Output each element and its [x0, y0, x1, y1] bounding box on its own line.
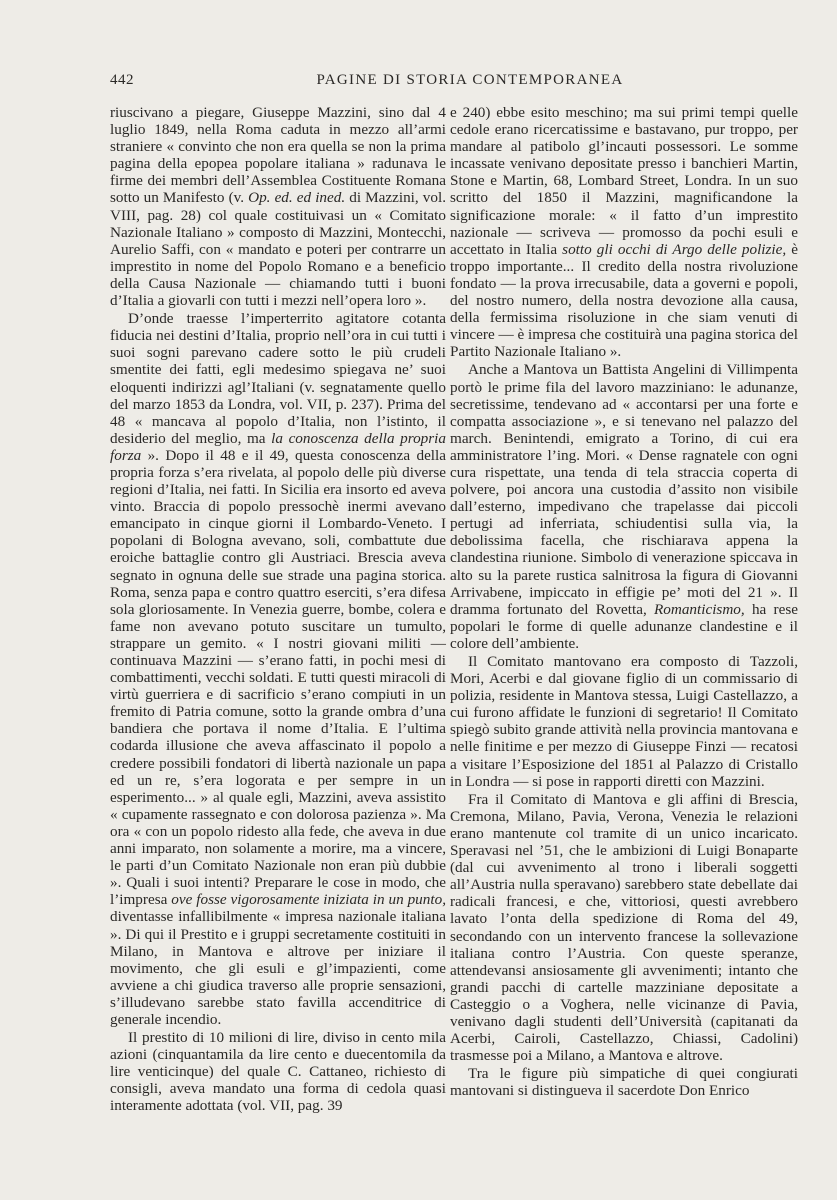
paragraph: [110, 104, 446, 309]
italic-text: sotto gli occhi di Argo delle polizie,: [562, 240, 787, 258]
right-column: [450, 104, 798, 1099]
paragraph: [450, 361, 798, 652]
italic-text: la conoscenza della propria forza: [110, 429, 446, 464]
paragraph-text: riuscivano a piegare, Giuseppe Mazzini, sino dal 4 luglio 1849, nella Roma caduta in mezzo all’armi straniere « convinto che non era quella se non la prima pagina della epopea popolare italiana » radunava le firme dei membri dell’Assemblea Costituente Romana sotto un Manifesto (v.: [110, 104, 446, 207]
page-header: [110, 72, 800, 94]
paragraph-text: Il Comitato mantovano era composto di Tazzoli, Mori, Acerbi e dal giovane figlio di un commissario di polizia, residente in Mantova stessa, Luigi Castellazzo, a cui furono affidate le funzioni di segretario! Il Comitato spiegò subito grande attività nella provincia mantovana e nelle finitime e per mezzo di Giuseppe Finzi — recatosi a visitare l’Esposizione del 1851 al Palazzo di Cristallo in Londra — si pose in rapporti diretti con Mazzini.: [450, 653, 798, 790]
paragraph-text: Il prestito di 10 milioni di lire, diviso in cento mila azioni (cinquantamila da lire cento e duecentomila da lire venticinque) del quale C. Cattaneo, richiesto di consigli, aveva mandato una forma di cedola quasi interamente adottata (vol. VII, pag. 39: [110, 1029, 446, 1115]
paragraph: [450, 791, 798, 1065]
page-number: 442: [110, 72, 134, 88]
paragraph-text: è troppo importante... Il credito della nostra rivoluzione fondato — la prova irrecusabile, data a governi e popoli, del nostro numero, della nostra devozione alla causa, della fermissima risoluzione in che siam venuti di vincere — è impresa che costituirà una pagina storica del Partito Nazionale Italiano ».: [450, 240, 798, 361]
paragraph-text: Tra le figure più simpatiche di quei congiurati mantovani si distingueva il sacerdote Don Enrico: [450, 1065, 798, 1100]
paragraph-text: di Mazzini, vol. VIII, pag. 28) col quale costituivasi un « Comitato Nazionale Italiano » composto di Mazzini, Montecchi, Aurelio Saffi, con « mandato e poteri per contrarre un imprestito in nome del Popolo Romano e a beneficio della Causa Nazionale — chiamando tutti i buoni d’Italia a giovarli con tutti i mezzi nell’opera loro ».: [110, 189, 446, 310]
italic-text: Op. ed. ed ined.: [248, 189, 346, 207]
paragraph: [450, 653, 798, 790]
paragraph: [450, 104, 798, 360]
paragraph: [450, 1065, 798, 1099]
paragraph-text: D’onde traesse l’imperterrito agitatore cotanta fiducia nei destini d’Italia, proprio nell’ora in cui tutti i suoi sogni parevano cadere sotto le più crudeli smentite dei fatti, egli medesimo spiegava ne’ suoi eloquenti indirizzi agl’Italiani (v. segnatamente quello del marzo 1853 da Londra, vol. VII, p. 237). Prima del 48 « mancava al popolo d’Italia, non l’istinto, il desiderio del meglio, ma: [110, 310, 446, 447]
paragraph-text: diventasse infallibilmente « impresa nazionale italiana ». Di qui il Prestito e i gruppi secretamente costituiti in Milano, in Mantova e altrove per iniziare il movimento, che gli esuli e gl’impazienti, come avviene a chi giudica traverso alle proprie sensazioni, s’illudevano sarebbe stato favilla accenditrice di generale incendio.: [110, 908, 446, 1028]
paragraph-text: Fra il Comitato di Mantova e gli affini di Brescia, Cremona, Milano, Pavia, Verona, Venezia le relazioni erano mantenute col tramite di un unico incaricato. Speravasi nel ’51, che le ambizioni di Luigi Bonaparte (dal cui avvenimento al trono i liberali soggetti all’Austria nulla speravano) sarebbero state debellate dai radicali francesi, e che, vittoriosi, questi avrebbero lavato l’onta della spedizione di Roma del 49, secondando con un intervento francese la sollevazione italiana contro l’Austria. Con queste speranze, attendevansi ansiosamente gli avvenimenti; intanto che grandi pacchi di cartelle mazziniane depositate a Casteggio o a Voghera, nelle vicinanze di Pavia, venivano dagli studenti dell’Università (capitanati da Acerbi, Cairoli, Castellazzo, Chiassi, Cadolini) trasmesse poi a Milano, a Mantova e altrove.: [450, 790, 798, 1065]
paragraph-text: Anche a Mantova un Battista Angelini di Villimpenta portò le prime fila del lavoro mazziniano: le adunanze, secretissime, tendevano ad « accontarsi per una forte e compatta associazione », e si tenevano nel palazzo del march. Benintendi, emigrato a Torino, di cui era amministratore l’ing. Mori. « Dense ragnatele con ogni cura rispettate, una tenda di tela straccia coperta di polvere, poi ancora una custodia d’assito non visibile dall’esterno, impedivano che trapelasse dai piccoli pertugi ad inferriata, schiudentisi sulla via, la debolissima facella, che rischiarava appena la clandestina riunione. Simbolo di venerazione spiccava in alto su la parete rustica salnitrosa la figura di Giovanni Arrivabene, impiccato in effigie pe’ moti del 21 ». Il dramma fortunato del Rovetta,: [450, 361, 798, 618]
italic-text: ove fosse vigorosamente iniziata in un punto,: [171, 891, 446, 909]
running-title: PAGINE DI STORIA CONTEMPORANEA: [316, 72, 624, 88]
paragraph-text: ha rese popolari le forme di quelle adunanze clandestine e il colore dell’ambiente.: [450, 600, 798, 652]
italic-text: Romanticismo,: [654, 600, 745, 618]
paragraph-text: e 240) ebbe esito meschino; ma sui primi tempi quelle cedole erano ricercatissime e bastavano, pur troppo, per mandare al patibolo gl’incauti possessori. Le somme incassate venivano depositate presso i banchieri Martin, Stone e Martin, 68, Lombard Street, Londra. In un suo scritto del 1850 il Mazzini, magnificandone la significazione morale: « il fatto d’un imprestito nazionale — scriveva — promosso da pochi esuli e accettato in Italia: [450, 104, 798, 258]
paragraph: [110, 1029, 446, 1114]
paragraph-text: ». Dopo il 48 e il 49, questa conoscenza della propria forza s’era rivelata, al popolo delle più diverse regioni d’Italia, nei fatti. In Sicilia era insorto ed aveva vinto. Braccia di popolo pressochè inermi avevano emancipato in cinque giorni il Lombardo-Veneto. I popolani di Bologna avevano, soli, combattute due eroiche battaglie contro gli Austriaci. Brescia aveva segnato in ognuna delle sue strade una pagina storica. Roma, senza papa e contro quattro eserciti, s’era difesa sola gloriosamente. In Venezia guerre, bombe, colera e fame non avevano potuto suscitare un tumulto, strappare un gemito. « I nostri giovani militi — continuava Mazzini — s’erano fatti, in pochi mesi di combattimenti, vecchi soldati. E tutti questi miracoli di virtù guerriera e di sacrificio s’erano compiuti in un fremito di Patria comune, sotto la grande ombra d’una bandiera che portava il nome d’Italia. E l’ultima codarda illusione che aveva affascinato il popolo a credere possibili fondatori di libertà nazionale un papa ed un re, s’era logorata e per sempre in un esperimento... » al quale egli, Mazzini, aveva assistito « cupamente rassegnato e con dolorosa pazienza ». Ma ora « con un popolo ridesto alla fede, che aveva in due anni imparato, non solamente a morire, ma a vincere, le parti d’un Comitato Nazionale non eran più dubbie ». Quali i suoi intenti? Preparare le cose in modo, che l’impresa: [110, 446, 446, 909]
paragraph: [110, 310, 446, 1028]
left-column: [110, 104, 446, 1115]
